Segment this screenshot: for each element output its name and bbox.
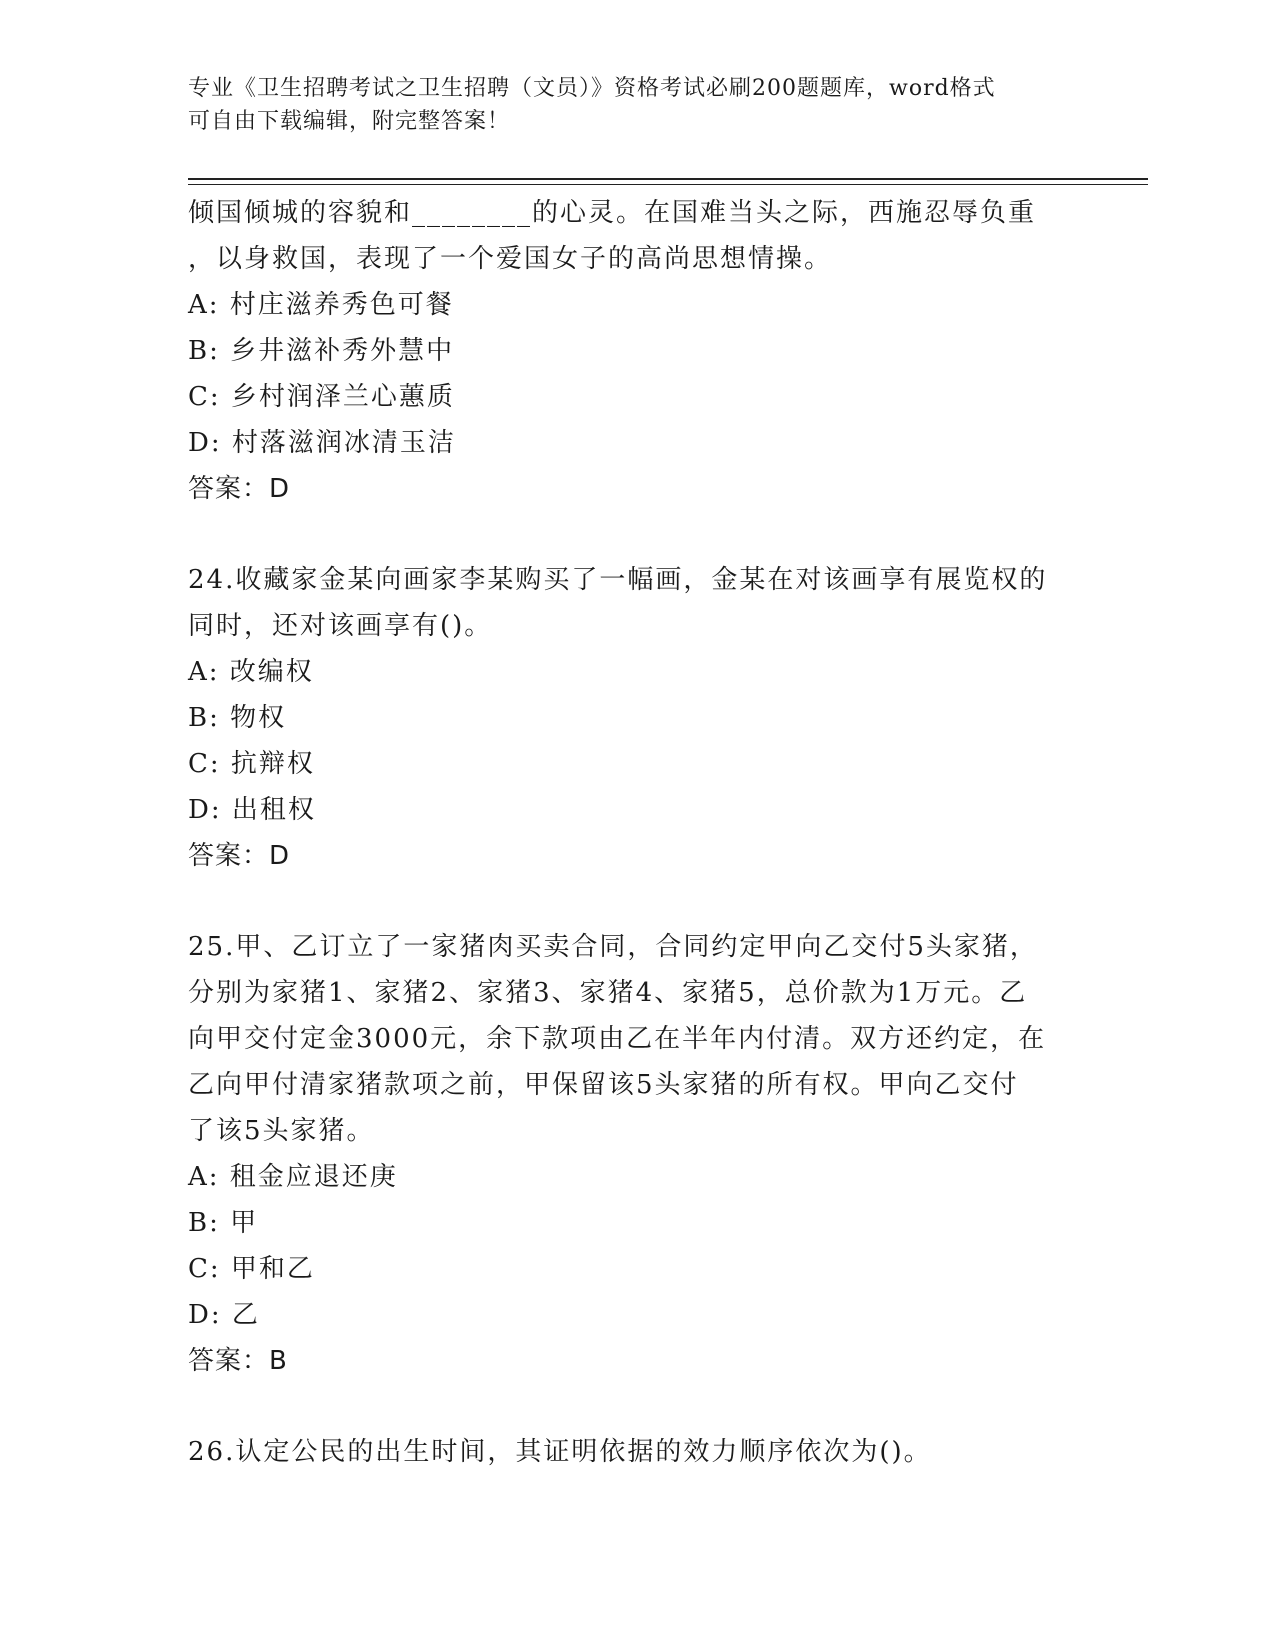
question-23 <box>188 190 1088 512</box>
question-stem-line: 分别为家猪1、家猪2、家猪3、家猪4、家猪5，总价款为1万元。乙 <box>188 978 1028 1008</box>
header-divider-thin <box>188 184 1148 185</box>
option-d: D: 乙 <box>188 1300 260 1330</box>
answer-line: 答案：B <box>188 1346 288 1376</box>
option-d: D: 出租权 <box>188 795 316 825</box>
option-a: A: 租金应退还庚 <box>188 1162 398 1192</box>
header-divider-thick <box>188 178 1148 180</box>
question-stem-line: 了该5头家猪。 <box>188 1116 375 1146</box>
question-spacer <box>188 512 1088 557</box>
answer-line: 答案：D <box>188 474 291 504</box>
question-stem-line: 乙向甲付清家猪款项之前，甲保留该5头家猪的所有权。甲向乙交付 <box>188 1070 1019 1100</box>
question-stem-line: 倾国倾城的容貌和________的心灵。在国难当头之际，西施忍辱负重 <box>188 198 1037 228</box>
question-spacer <box>188 879 1088 924</box>
option-a: A: 村庄滋养秀色可餐 <box>188 290 454 320</box>
document-header <box>188 72 1088 138</box>
question-24 <box>188 557 1088 879</box>
answer-line: 答案：D <box>188 841 291 871</box>
question-list <box>188 190 1088 1475</box>
question-26 <box>188 1429 1088 1475</box>
header-line-2: 可自由下载编辑，附完整答案！ <box>188 109 511 134</box>
option-c: C: 乡村润泽兰心蕙质 <box>188 382 455 412</box>
header-line-1: 专业《卫生招聘考试之卫生招聘（文员）》资格考试必刷200题题库，word格式 <box>188 76 996 101</box>
question-stem-line: 24.收藏家金某向画家李某购买了一幅画，金某在对该画享有展览权的 <box>188 565 1048 595</box>
option-c: C: 抗辩权 <box>188 749 315 779</box>
question-stem-line: 26.认定公民的出生时间，其证明依据的效力顺序依次为()。 <box>188 1437 932 1467</box>
option-c: C: 甲和乙 <box>188 1254 315 1284</box>
question-stem-line: 同时，还对该画享有()。 <box>188 611 493 641</box>
question-spacer <box>188 1384 1088 1429</box>
question-25 <box>188 924 1088 1384</box>
option-a: A: 改编权 <box>188 657 314 687</box>
question-stem-line: 25.甲、乙订立了一家猪肉买卖合同，合同约定甲向乙交付5头家猪， <box>188 932 1038 962</box>
option-b: B: 乡井滋补秀外慧中 <box>188 336 455 366</box>
option-b: B: 物权 <box>188 703 287 733</box>
option-b: B: 甲 <box>188 1208 259 1238</box>
question-stem-line: ，以身救国，表现了一个爱国女子的高尚思想情操。 <box>188 244 833 274</box>
question-stem-line: 向甲交付定金3000元，余下款项由乙在半年内付清。双方还约定，在 <box>188 1024 1047 1054</box>
option-d: D: 村落滋润冰清玉洁 <box>188 428 456 458</box>
